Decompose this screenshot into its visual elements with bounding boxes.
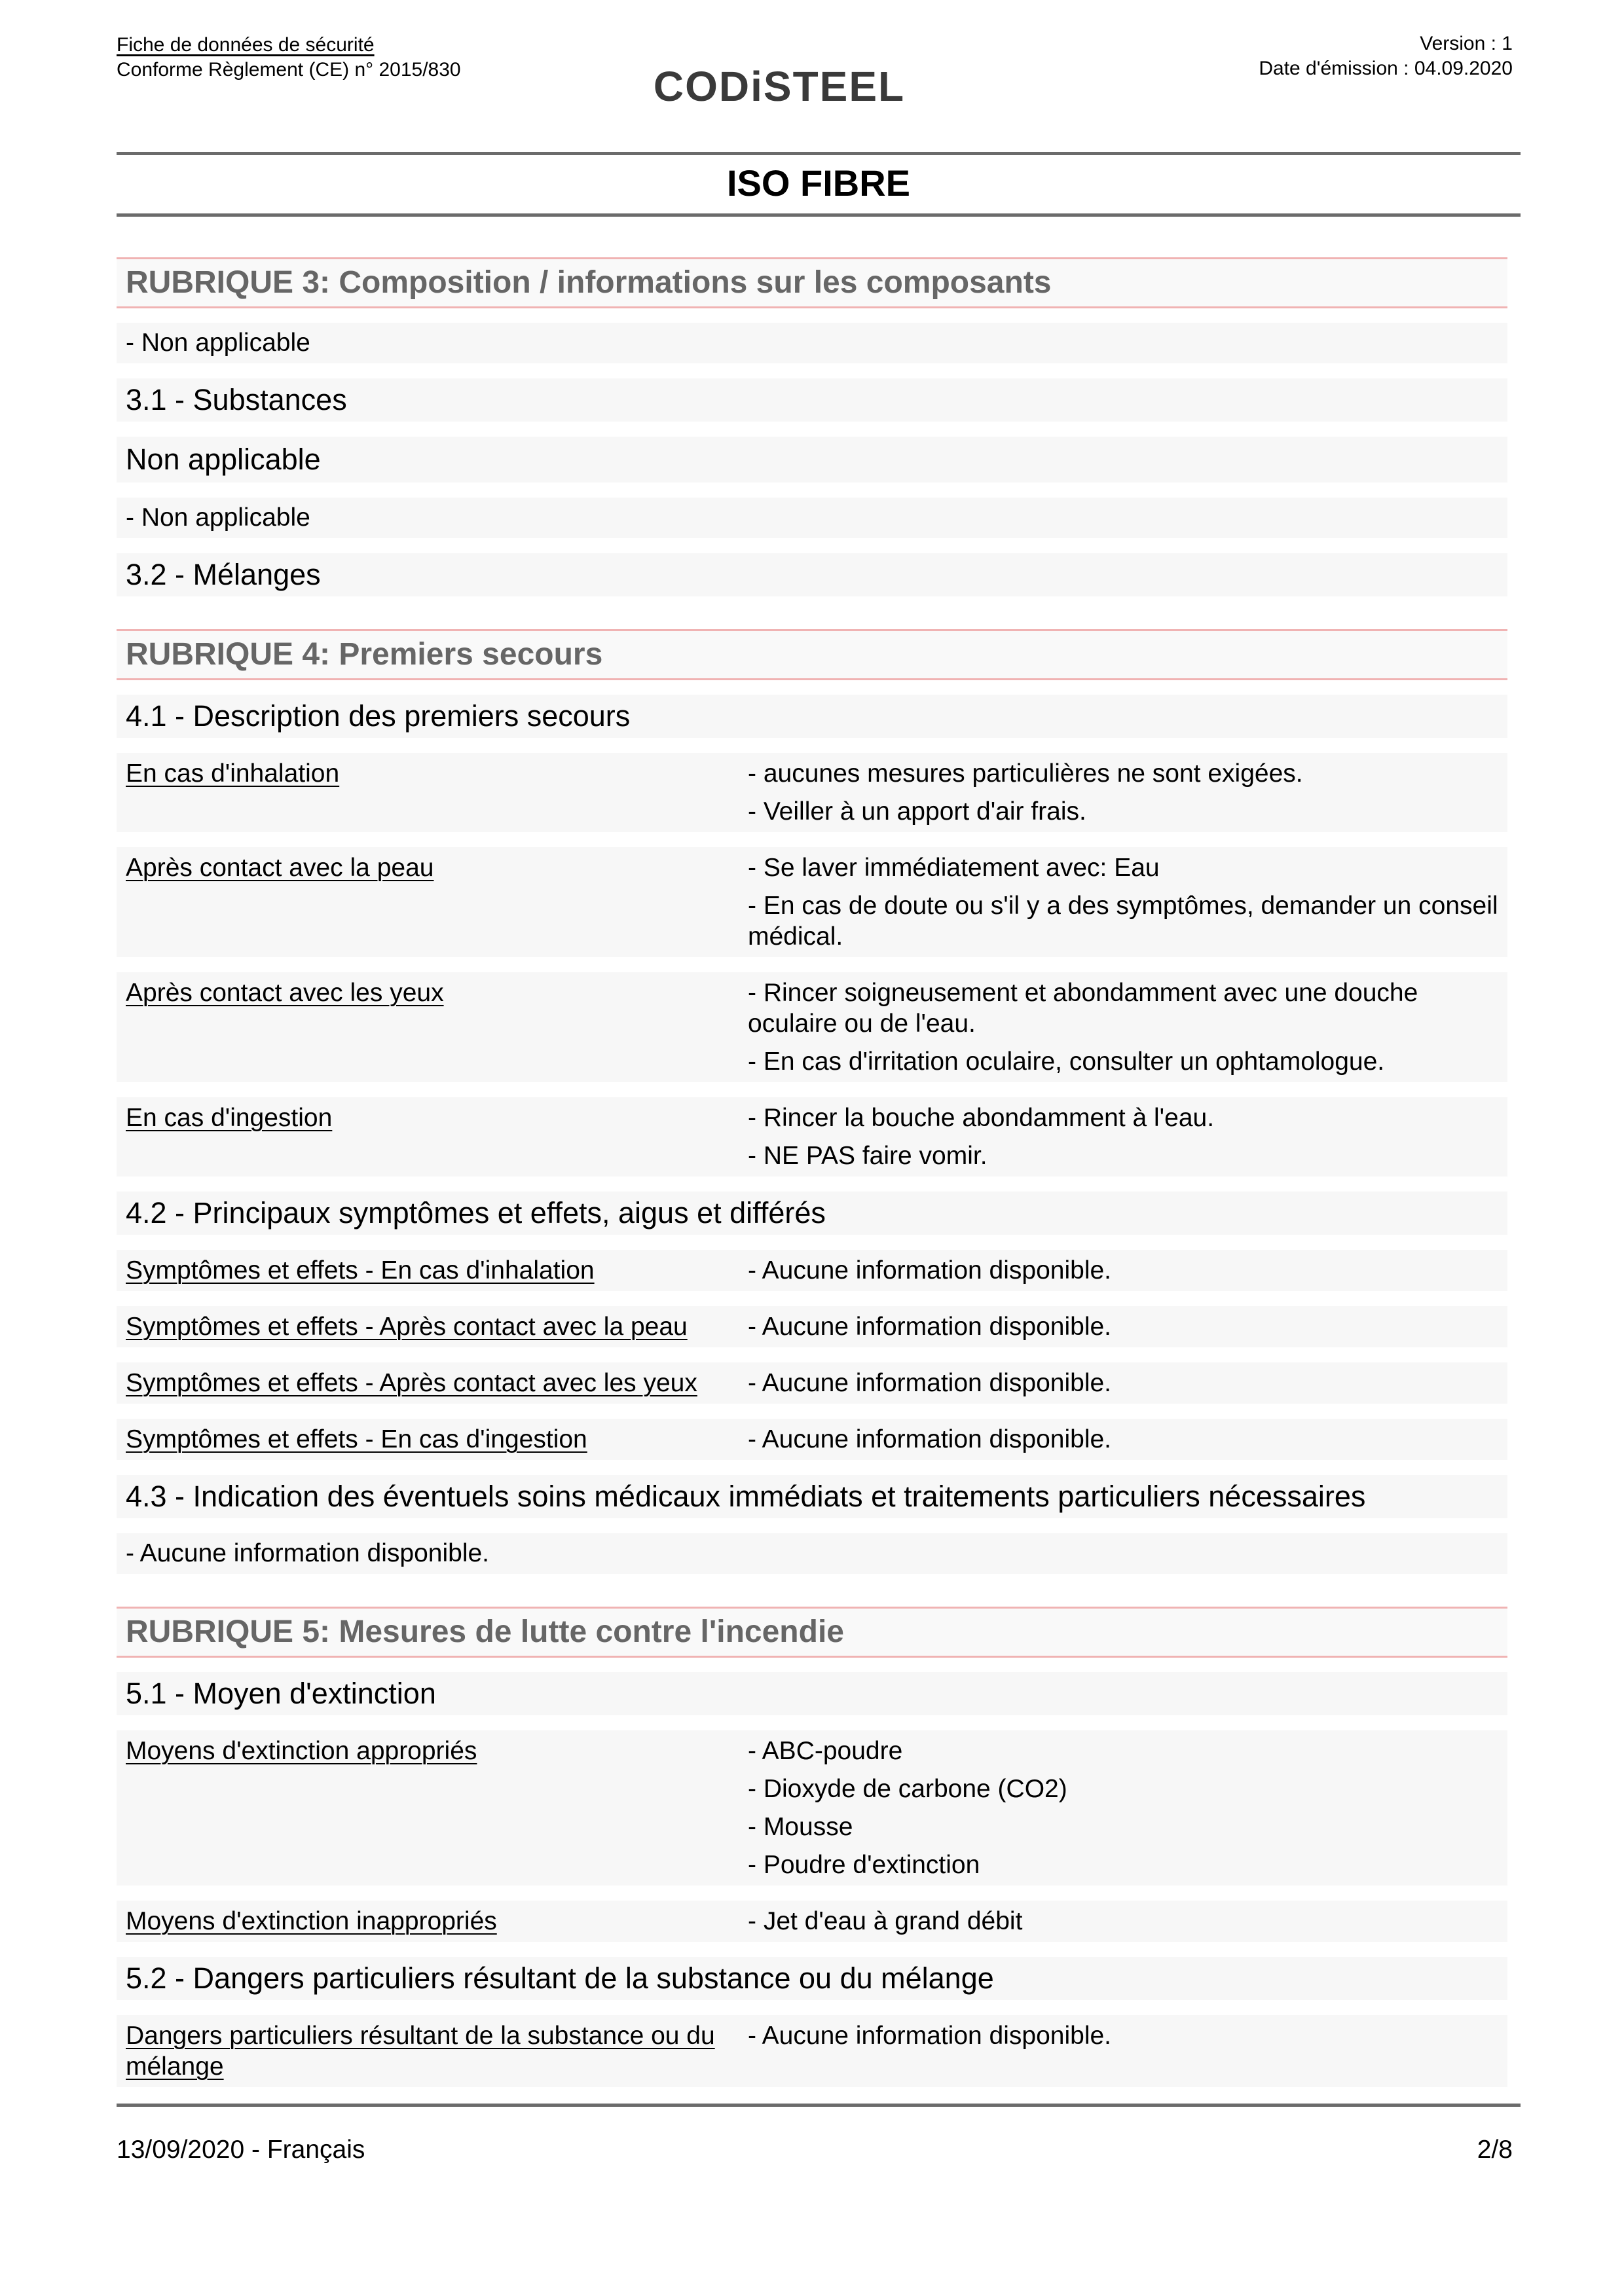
page-number: 2/8	[1477, 2136, 1513, 2164]
subsection-5-2: 5.2 - Dangers particuliers résultant de la substance ou du mélange	[117, 1957, 1507, 2000]
row-value: - Se laver immédiatement avec: Eau	[748, 854, 1160, 882]
row-value: - Rincer soigneusement et abondamment avec une douche oculaire ou de l'eau.	[748, 979, 1418, 1038]
row-label: Moyens d'extinction appropriés	[126, 1737, 477, 1765]
symptom-row	[117, 1362, 1507, 1404]
subsection-3-2: 3.2 - Mélanges	[117, 553, 1507, 596]
codisteel-logo	[652, 60, 907, 113]
subsection-4-2: 4.2 - Principaux symptômes et effets, aigus et différés	[117, 1192, 1507, 1235]
section-4-heading: RUBRIQUE 4: Premiers secours	[117, 629, 1507, 680]
row-value: - Rincer la bouche abondamment à l'eau.	[748, 1104, 1215, 1132]
product-title: ISO FIBRE	[726, 162, 911, 204]
row-value: - Veiller à un apport d'air frais.	[748, 797, 1086, 826]
symptom-row	[117, 1250, 1507, 1291]
subsection-5-1: 5.1 - Moyen d'extinction	[117, 1672, 1507, 1715]
row-value: - aucunes mesures particulières ne sont exigées.	[748, 759, 1303, 788]
row-value: - NE PAS faire vomir.	[748, 1142, 987, 1170]
header-right	[1259, 31, 1513, 81]
info-line: - Aucune information disponible.	[117, 1533, 1507, 1574]
row-value: - Aucune information disponible.	[748, 1256, 1112, 1285]
hazard-row	[117, 2015, 1507, 2087]
row-value: - Poudre d'extinction	[748, 1851, 980, 1879]
na-line: - Non applicable	[117, 323, 1507, 363]
row-value: - En cas d'irritation oculaire, consulter un ophtamologue.	[748, 1048, 1385, 1076]
footer-date-language: 13/09/2020 - Français	[117, 2136, 365, 2164]
section-5-heading: RUBRIQUE 5: Mesures de lutte contre l'incendie	[117, 1607, 1507, 1658]
na-line: - Non applicable	[117, 498, 1507, 538]
issue-date: Date d'émission : 04.09.2020	[1259, 58, 1513, 79]
regulation: Conforme Règlement (CE) n° 2015/830	[117, 59, 461, 81]
subsection-3-1: 3.1 - Substances	[117, 378, 1507, 422]
version: Version : 1	[1420, 33, 1513, 54]
first-aid-row	[117, 847, 1507, 957]
header-rule	[117, 152, 1521, 155]
row-label: Après contact avec les yeux	[126, 979, 444, 1007]
row-value: - Aucune information disponible.	[748, 2022, 1112, 2050]
row-value: - Aucune information disponible.	[748, 1369, 1112, 1397]
row-value: - Aucune information disponible.	[748, 1425, 1112, 1453]
row-value: - Mousse	[748, 1813, 853, 1841]
first-aid-row	[117, 753, 1507, 832]
doc-type: Fiche de données de sécurité	[117, 34, 375, 56]
row-value: - Jet d'eau à grand débit	[748, 1907, 1023, 1935]
row-value: - En cas de doute ou s'il y a des symptômes, demander un conseil médical.	[748, 892, 1498, 951]
row-label: En cas d'inhalation	[126, 759, 340, 788]
header-left	[117, 33, 461, 82]
row-label: Symptômes et effets - En cas d'ingestion	[126, 1425, 587, 1453]
first-aid-row	[117, 1097, 1507, 1176]
row-label: Moyens d'extinction inappropriés	[126, 1907, 497, 1935]
symptom-row	[117, 1306, 1507, 1347]
symptom-row	[117, 1419, 1507, 1460]
row-label: Après contact avec la peau	[126, 854, 434, 882]
subsection-4-1: 4.1 - Description des premiers secours	[117, 695, 1507, 738]
row-label: Symptômes et effets - Après contact avec les yeux	[126, 1369, 697, 1397]
row-value: - Aucune information disponible.	[748, 1313, 1112, 1341]
row-label: Dangers particuliers résultant de la substance ou du mélange	[126, 2022, 715, 2081]
extinction-row	[117, 1730, 1507, 1886]
row-value: - Dioxyde de carbone (CO2)	[748, 1775, 1067, 1803]
first-aid-row	[117, 972, 1507, 1082]
section-3-heading: RUBRIQUE 3: Composition / informations sur les composants	[117, 257, 1507, 308]
svg-text:CODiSTEEL: CODiSTEEL	[653, 63, 906, 110]
row-value: - ABC-poudre	[748, 1737, 903, 1765]
title-rule	[117, 213, 1521, 217]
row-label: Symptômes et effets - En cas d'inhalation	[126, 1256, 595, 1285]
extinction-row	[117, 1901, 1507, 1942]
content	[117, 257, 1507, 2102]
subsection-4-3: 4.3 - Indication des éventuels soins médicaux immédiats et traitements particuliers nécessaires	[117, 1475, 1507, 1518]
footer-rule	[117, 2104, 1521, 2107]
row-label: Symptômes et effets - Après contact avec la peau	[126, 1313, 688, 1341]
na-block: Non applicable	[117, 437, 1507, 483]
row-label: En cas d'ingestion	[126, 1104, 333, 1132]
